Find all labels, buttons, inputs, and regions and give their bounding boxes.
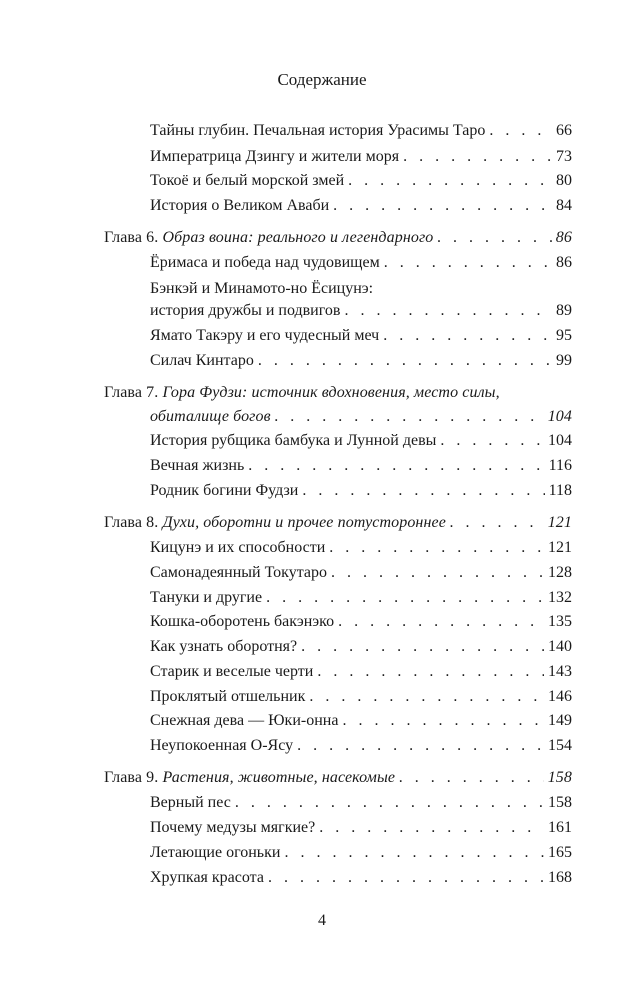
toc-entry-title-line2: история дружбы и подвигов (150, 302, 341, 319)
toc-entry[interactable] (0, 118, 644, 144)
chapter-title: Растения, животные, насекомые (162, 769, 396, 786)
leader-dots (275, 404, 544, 430)
chapter-title: Образ воина: реального и легендарного (162, 229, 434, 246)
page-title: Содержание (277, 70, 367, 89)
chapter-prefix: Глава 6. (104, 229, 159, 246)
leader-dots (258, 348, 552, 374)
leader-dots (329, 535, 544, 561)
leader-dots (437, 225, 551, 251)
chapter-page: 104 (547, 408, 572, 425)
leader-dots (302, 478, 544, 504)
toc-entry[interactable] (0, 535, 644, 561)
toc-entry-page: 146 (548, 688, 572, 705)
page-number: 4 (318, 912, 326, 929)
toc-entry-page: 168 (548, 869, 572, 886)
toc-entry-title: Тануки и другие (150, 589, 263, 606)
chapter-prefix: Глава 8. (104, 514, 159, 531)
toc-entry[interactable] (0, 323, 644, 349)
toc-entry[interactable] (0, 684, 644, 710)
leader-dots (440, 428, 544, 454)
toc-entry[interactable] (0, 478, 644, 504)
toc-entry-page: 140 (548, 638, 572, 655)
toc-entry[interactable] (0, 840, 644, 866)
toc-entry-title: Летающие огоньки (150, 844, 281, 861)
leader-dots (403, 144, 552, 170)
chapter-page: 121 (547, 514, 572, 531)
toc-entry[interactable] (0, 634, 644, 660)
toc-entry-page: 66 (556, 122, 572, 139)
toc-entry-title: Снежная дева — Юки-онна (150, 712, 339, 729)
toc-entry-title: Самонадеянный Токутаро (150, 564, 328, 581)
toc-entry-page: 161 (548, 819, 572, 836)
leader-dots (344, 298, 552, 324)
leader-dots (383, 323, 552, 349)
leader-dots (266, 585, 544, 611)
toc-entry[interactable] (0, 708, 644, 734)
leader-dots (317, 659, 544, 685)
toc-entry-page: 86 (556, 254, 572, 271)
toc-entry[interactable] (0, 585, 644, 611)
toc-entry-title: Неупокоенная О-Ясу (150, 737, 294, 754)
toc-entry-page: 158 (548, 794, 572, 811)
leader-dots (489, 118, 552, 144)
chapter-prefix: Глава 9. (104, 769, 159, 786)
toc-entry-title: Токоё и белый морской змей (150, 172, 345, 189)
toc-entry-title: Верный пес (150, 794, 231, 811)
toc-entry-page: 135 (548, 613, 572, 630)
toc-entry[interactable] (0, 790, 644, 816)
toc-entry[interactable] (0, 453, 644, 479)
toc-entry-page: 154 (548, 737, 572, 754)
toc-entry-title: Родник богини Фудзи (150, 482, 299, 499)
toc-chapter-7[interactable] (0, 380, 644, 432)
toc-entry-title: История рубщика бамбука и Лунной девы (150, 432, 437, 449)
leader-dots (297, 733, 544, 759)
toc-entry[interactable] (0, 348, 644, 374)
toc-chapter-9[interactable] (0, 765, 644, 791)
toc-entry[interactable] (0, 144, 644, 170)
toc-entry-page: 84 (556, 197, 572, 214)
chapter-prefix: Глава 7. (104, 384, 159, 401)
toc-entry-page: 73 (556, 148, 572, 165)
toc-entry-title: Проклятый отшельник (150, 688, 306, 705)
toc-entry-page: 95 (556, 327, 572, 344)
toc-entry-page: 118 (548, 482, 572, 499)
chapter-page: 158 (547, 769, 572, 786)
chapter-page: 86 (555, 229, 572, 246)
toc-entry-title: Ямато Такэру и его чудесный меч (150, 327, 380, 344)
toc-entry-title: Кицунэ и их способности (150, 539, 326, 556)
toc-entry-page: 116 (548, 457, 572, 474)
toc-entry-title: Императрица Дзингу и жители моря (150, 148, 400, 165)
chapter-title-line2: обиталище богов (150, 408, 271, 425)
leader-dots (348, 168, 552, 194)
toc-entry-title: Почему медузы мягкие? (150, 819, 316, 836)
chapter-title: Духи, оборотни и прочее потустороннее (162, 514, 446, 531)
toc-entry[interactable] (0, 659, 644, 685)
toc-entry[interactable] (0, 250, 644, 276)
toc-entry-page: 149 (548, 712, 572, 729)
toc-entry[interactable] (0, 609, 644, 635)
toc-entry[interactable] (0, 193, 644, 219)
chapter-title-line1: Гора Фудзи: источник вдохновения, место силы, (162, 384, 500, 401)
toc-entry-title: Тайны глубин. Печальная история Урасимы Таро (150, 122, 486, 139)
leader-dots (333, 193, 552, 219)
toc-entry[interactable] (0, 168, 644, 194)
toc-entry[interactable] (0, 733, 644, 759)
toc-entry-page: 132 (548, 589, 572, 606)
leader-dots (309, 684, 544, 710)
leader-dots (450, 510, 544, 536)
leader-dots (331, 560, 544, 586)
toc-entry-page: 128 (548, 564, 572, 581)
toc-entry-page: 99 (556, 352, 572, 369)
toc-chapter-6[interactable] (0, 225, 644, 251)
toc-entry-title-line1: Бэнкэй и Минамото-но Ёсицунэ: (150, 280, 374, 297)
toc-entry-title: История о Великом Аваби (150, 197, 330, 214)
leader-dots (284, 840, 544, 866)
toc-entry-title: Вечная жизнь (150, 457, 245, 474)
toc-entry-page: 80 (556, 172, 572, 189)
toc-entry-page: 104 (548, 432, 572, 449)
toc-entry-page: 143 (548, 663, 572, 680)
leader-dots (248, 453, 544, 479)
toc-entry-page: 89 (556, 302, 572, 319)
leader-dots (319, 815, 544, 841)
toc-entry-title: Кошка-оборотень бакэнэко (150, 613, 335, 630)
leader-dots (235, 790, 544, 816)
toc-chapter-8[interactable] (0, 510, 644, 536)
toc-entry-page: 165 (548, 844, 572, 861)
toc-entry-page: 121 (548, 539, 572, 556)
leader-dots (342, 708, 544, 734)
toc-entry[interactable] (0, 815, 644, 841)
leader-dots (268, 865, 544, 891)
toc-entry-title: Хрупкая красота (150, 869, 264, 886)
leader-dots (338, 609, 544, 635)
leader-dots (384, 250, 552, 276)
toc-entry[interactable] (0, 560, 644, 586)
leader-dots (301, 634, 544, 660)
toc-entry-title: Силач Кинтаро (150, 352, 254, 369)
leader-dots (399, 765, 544, 791)
toc-entry[interactable] (0, 276, 644, 326)
toc-entry-title: Как узнать оборотня? (150, 638, 298, 655)
toc-entry[interactable] (0, 428, 644, 454)
toc-entry-title: Ёримаса и победа над чудовищем (150, 254, 380, 271)
toc-entry-title: Старик и веселые черти (150, 663, 314, 680)
toc-entry[interactable] (0, 865, 644, 891)
